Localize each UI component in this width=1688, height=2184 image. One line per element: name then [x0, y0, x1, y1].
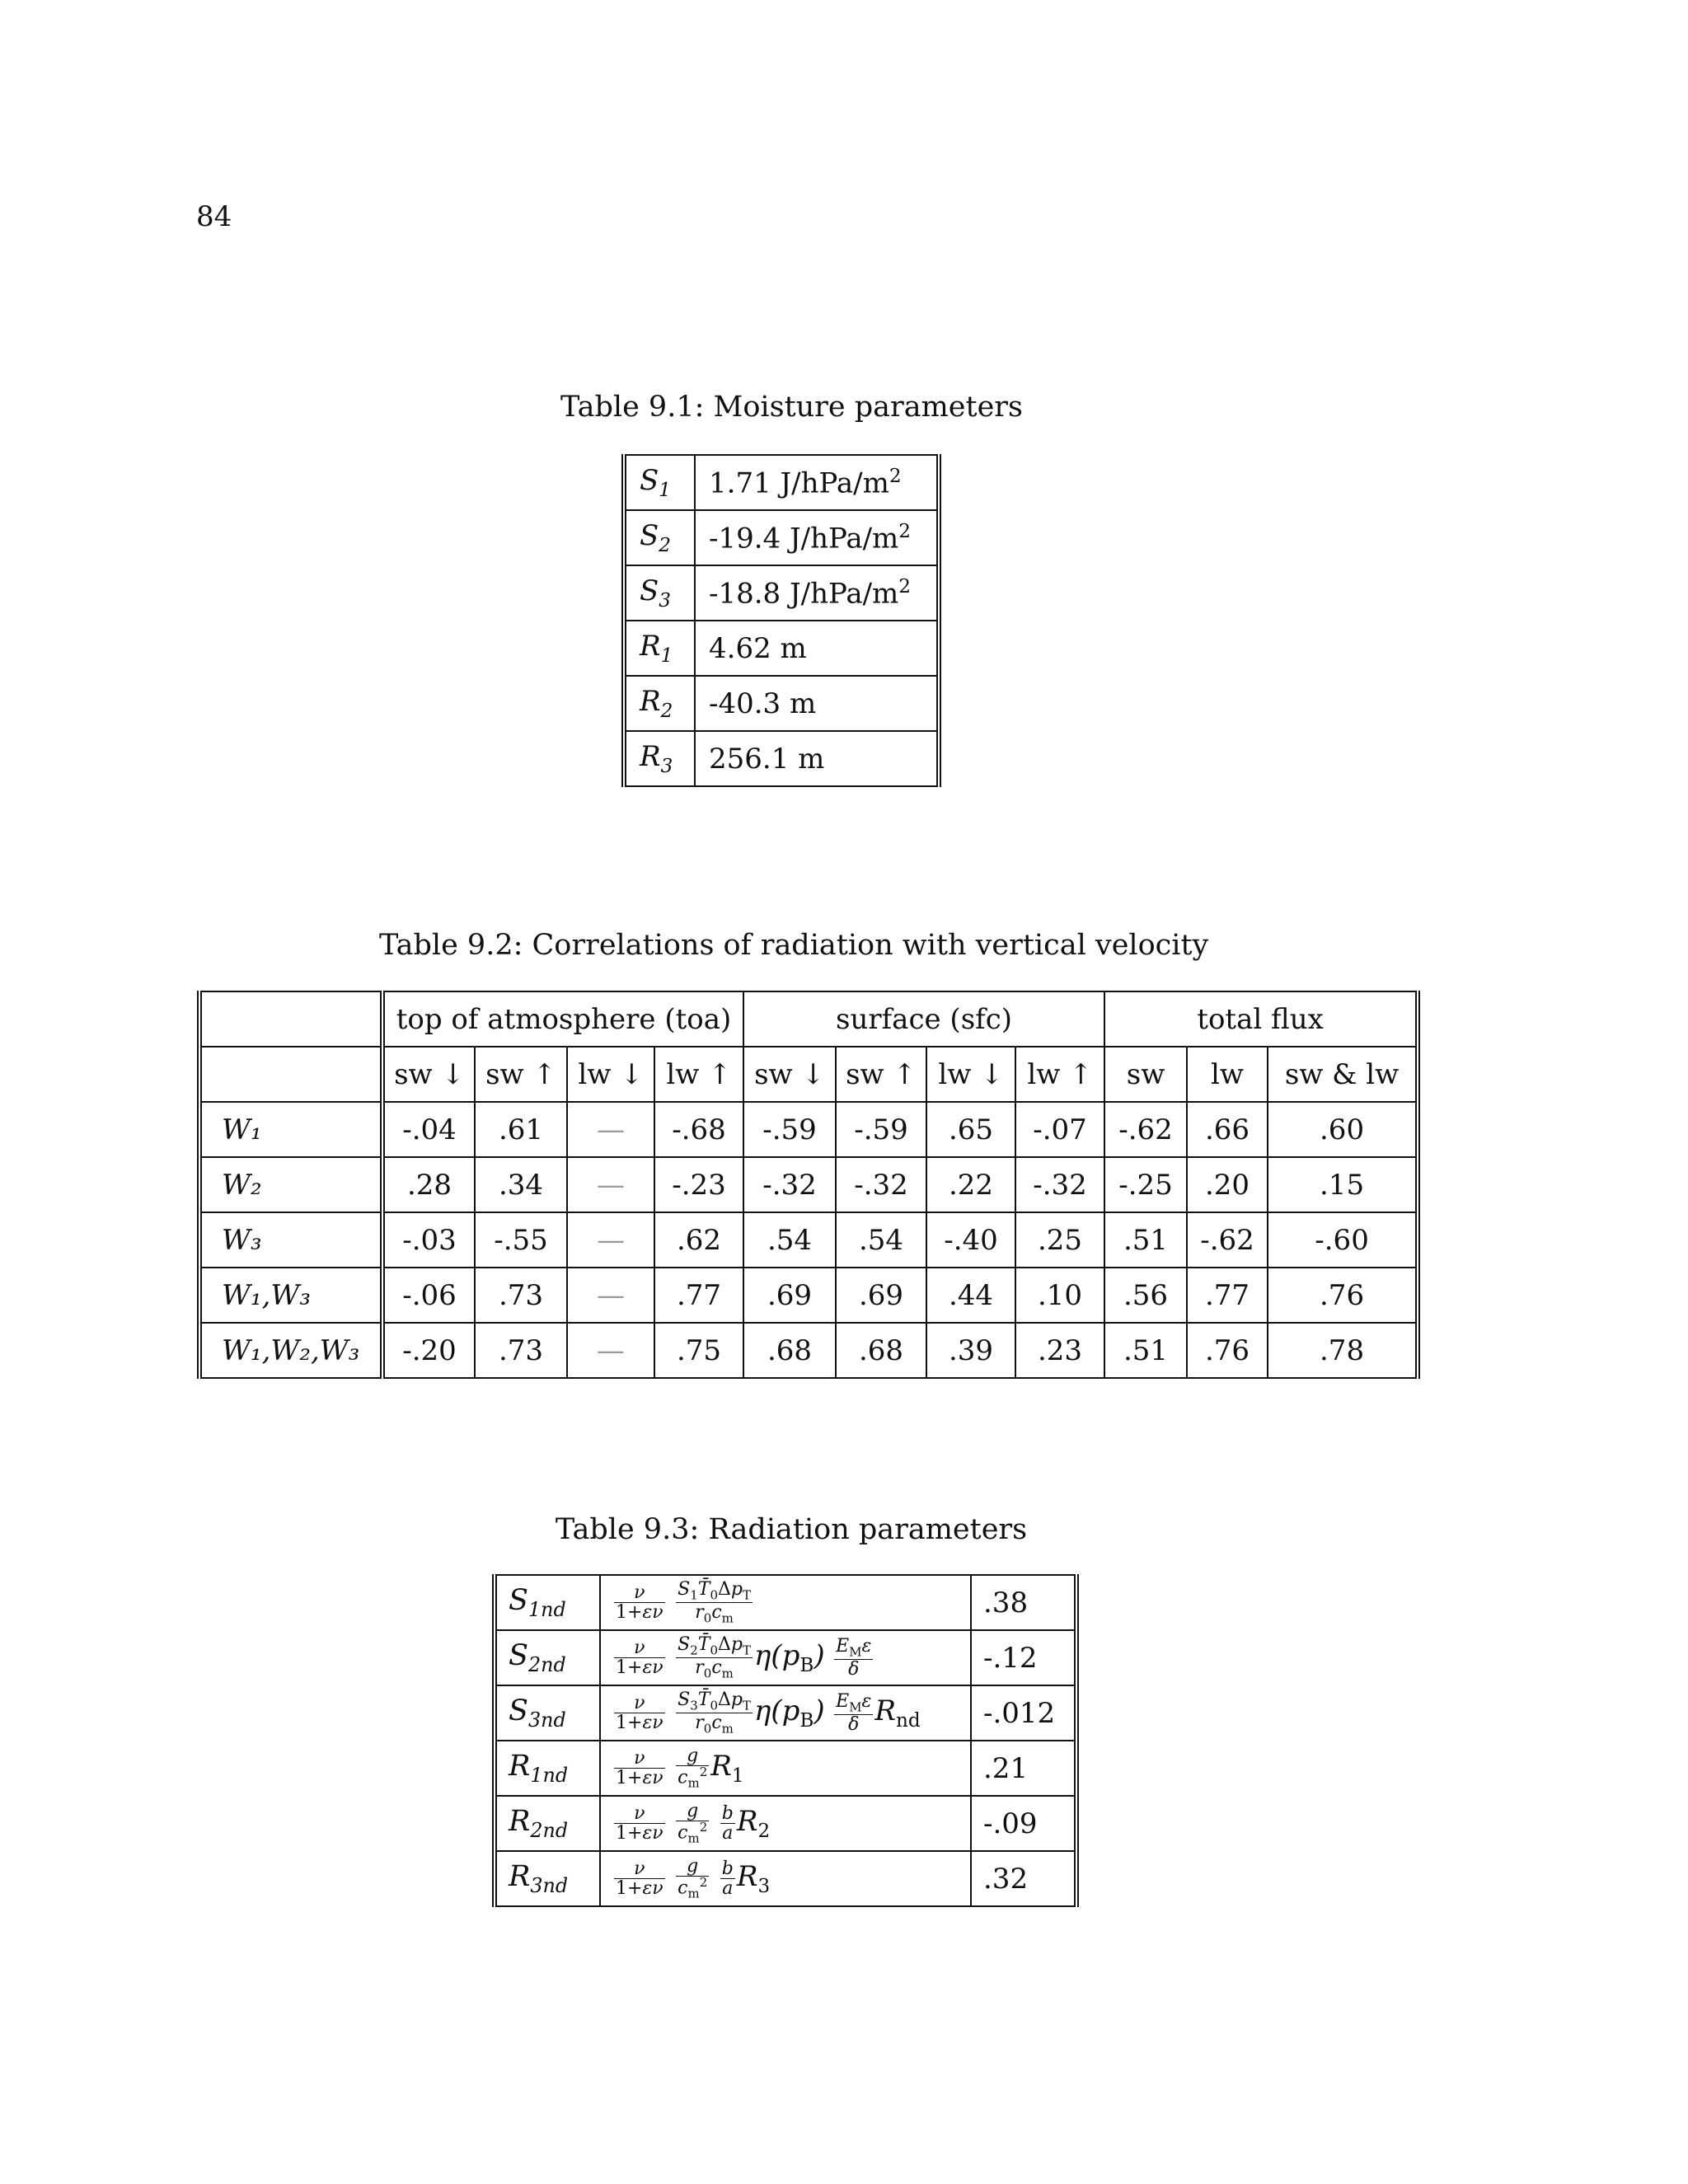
param-value: -.12	[971, 1630, 1076, 1685]
table-cell: -.07	[1015, 1102, 1104, 1157]
param-symbol: $S_{3nd}$	[495, 1685, 600, 1741]
table-cell: -.68	[654, 1102, 743, 1157]
column-header: lw	[1187, 1047, 1268, 1102]
table-row	[624, 676, 939, 731]
column-header: sw ↓	[382, 1047, 475, 1102]
page-number: 84	[196, 200, 232, 233]
table-cell: —	[567, 1102, 654, 1157]
table-cell: -.40	[926, 1212, 1015, 1268]
table-cell: .44	[926, 1268, 1015, 1323]
param-value: .38	[971, 1575, 1076, 1630]
row-label: W₁,W₃	[199, 1268, 382, 1323]
table-row	[624, 510, 939, 565]
table-cell: .60	[1268, 1102, 1418, 1157]
table-cell: -.62	[1187, 1212, 1268, 1268]
table-cell: -.59	[743, 1102, 836, 1157]
column-header: lw ↑	[1015, 1047, 1104, 1102]
table-cell: .54	[836, 1212, 926, 1268]
table-9-2-caption: Table 9.2: Correlations of radiation with vertical velocity	[379, 929, 1209, 962]
table-cell: .51	[1104, 1212, 1187, 1268]
table-cell: .76	[1268, 1268, 1418, 1323]
row-label: W₁	[199, 1102, 382, 1157]
param-value: -.012	[971, 1685, 1076, 1741]
table-cell: .69	[743, 1268, 836, 1323]
table-cell: .56	[1104, 1268, 1187, 1323]
table-cell: -.06	[382, 1268, 475, 1323]
table-row	[624, 565, 939, 621]
table-row	[199, 1268, 1418, 1323]
table-row	[199, 1102, 1418, 1157]
table-row	[624, 731, 939, 786]
param-symbol: $R_3$	[624, 731, 695, 786]
column-header: sw ↓	[743, 1047, 836, 1102]
table-row	[624, 621, 939, 676]
table-cell: .65	[926, 1102, 1015, 1157]
param-symbol: $S_2$	[624, 510, 695, 565]
table-row	[199, 1212, 1418, 1268]
param-value: -40.3 m	[695, 676, 939, 731]
table-cell: .23	[1015, 1323, 1104, 1378]
param-value: .32	[971, 1851, 1076, 1906]
table-cell: -.03	[382, 1212, 475, 1268]
table-row	[495, 1796, 1076, 1851]
table-cell: -.62	[1104, 1102, 1187, 1157]
table-cell: —	[567, 1212, 654, 1268]
table-row	[495, 1685, 1076, 1741]
param-formula: $\frac{\nu}{1+\varepsilon\nu}$ $\frac{S_2T̄_0\Delta p_T}{r_0c_m}$ $\eta(p_B)$ $\frac{E_M\varepsilon}{\delta}$	[600, 1630, 971, 1685]
column-header: sw ↑	[475, 1047, 567, 1102]
param-symbol: $R_{2nd}$	[495, 1796, 600, 1851]
table-cell: —	[567, 1157, 654, 1212]
param-value: -.09	[971, 1796, 1076, 1851]
param-value: 256.1 m	[695, 731, 939, 786]
table-cell: .54	[743, 1212, 836, 1268]
table-cell: —	[567, 1323, 654, 1378]
table-cell: .51	[1104, 1323, 1187, 1378]
table-cell: -.32	[836, 1157, 926, 1212]
column-header: lw ↓	[926, 1047, 1015, 1102]
param-symbol: $S_3$	[624, 565, 695, 621]
table-9-3-caption: Table 9.3: Radiation parameters	[555, 1513, 1028, 1546]
table-cell: .22	[926, 1157, 1015, 1212]
row-label: W₁,W₂,W₃	[199, 1323, 382, 1378]
table-row	[495, 1851, 1076, 1906]
table-cell: .62	[654, 1212, 743, 1268]
param-symbol: $R_{3nd}$	[495, 1851, 600, 1906]
row-label: W₂	[199, 1157, 382, 1212]
table-cell: .25	[1015, 1212, 1104, 1268]
column-header: sw	[1104, 1047, 1187, 1102]
table-cell: .69	[836, 1268, 926, 1323]
table-cell: .20	[1187, 1157, 1268, 1212]
group-header-total: total flux	[1104, 991, 1418, 1047]
table-row	[495, 1575, 1076, 1630]
table-cell: .73	[475, 1323, 567, 1378]
column-header: sw ↑	[836, 1047, 926, 1102]
table-cell: -.04	[382, 1102, 475, 1157]
table-cell: .77	[654, 1268, 743, 1323]
table-cell: -.32	[743, 1157, 836, 1212]
row-label: W₃	[199, 1212, 382, 1268]
table-cell: -.20	[382, 1323, 475, 1378]
group-header-toa: top of atmosphere (toa)	[382, 991, 743, 1047]
table-9-3	[492, 1574, 1079, 1907]
table-cell: .78	[1268, 1323, 1418, 1378]
param-value: 4.62 m	[695, 621, 939, 676]
param-symbol: $R_2$	[624, 676, 695, 731]
table-cell: -.32	[1015, 1157, 1104, 1212]
param-symbol: $S_{1nd}$	[495, 1575, 600, 1630]
empty-corner-cell	[199, 991, 382, 1047]
table-row	[624, 455, 939, 510]
table-cell: -.60	[1268, 1212, 1418, 1268]
param-value: .21	[971, 1741, 1076, 1796]
param-formula: $\frac{\nu}{1+\varepsilon\nu}$ $\frac{S_3T̄_0\Delta p_T}{r_0c_m}$ $\eta(p_B)$ $\frac{E_M\varepsilon}{\delta}$ $R_{nd}$	[600, 1685, 971, 1741]
param-value: -19.4 $J/hPa/m^2$	[695, 510, 939, 565]
table-cell: .68	[836, 1323, 926, 1378]
param-formula: $\frac{\nu}{1+\varepsilon\nu}$ $\frac{S_1T̄_0\Delta p_T}{r_0c_m}$	[600, 1575, 971, 1630]
table-cell: .68	[743, 1323, 836, 1378]
table-9-1	[621, 454, 941, 787]
table-cell: -.55	[475, 1212, 567, 1268]
param-formula: $\frac{\nu}{1+\varepsilon\nu}$ $\frac{g}{c_m^2}$ $\frac{b}{a}$ $R_2$	[600, 1796, 971, 1851]
column-header-row	[199, 1047, 1418, 1102]
param-symbol: $R_{1nd}$	[495, 1741, 600, 1796]
param-value: -18.8 $J/hPa/m^2$	[695, 565, 939, 621]
param-formula: $\frac{\nu}{1+\varepsilon\nu}$ $\frac{g}{c_m^2}$ $\frac{b}{a}$ $R_3$	[600, 1851, 971, 1906]
group-header-row	[199, 991, 1418, 1047]
table-cell: .39	[926, 1323, 1015, 1378]
table-row	[495, 1630, 1076, 1685]
param-value: 1.71 $J/hPa/m^2$	[695, 455, 939, 510]
empty-corner-cell	[199, 1047, 382, 1102]
table-cell: .28	[382, 1157, 475, 1212]
table-cell: .77	[1187, 1268, 1268, 1323]
table-cell: .76	[1187, 1323, 1268, 1378]
param-symbol: $S_{2nd}$	[495, 1630, 600, 1685]
table-cell: .75	[654, 1323, 743, 1378]
table-cell: .73	[475, 1268, 567, 1323]
table-9-2	[197, 991, 1420, 1379]
table-cell: .66	[1187, 1102, 1268, 1157]
column-header: lw ↓	[567, 1047, 654, 1102]
table-row	[199, 1157, 1418, 1212]
group-header-sfc: surface (sfc)	[743, 991, 1104, 1047]
column-header: lw ↑	[654, 1047, 743, 1102]
param-formula: $\frac{\nu}{1+\varepsilon\nu}$ $\frac{g}{c_m^2}$ $R_1$	[600, 1741, 971, 1796]
column-header: sw & lw	[1268, 1047, 1418, 1102]
table-cell: .61	[475, 1102, 567, 1157]
table-cell: .15	[1268, 1157, 1418, 1212]
table-row	[495, 1741, 1076, 1796]
table-cell: .34	[475, 1157, 567, 1212]
table-cell: .10	[1015, 1268, 1104, 1323]
param-symbol: $S_1$	[624, 455, 695, 510]
table-cell: -.23	[654, 1157, 743, 1212]
table-9-1-caption: Table 9.1: Moisture parameters	[560, 391, 1023, 424]
table-cell: -.25	[1104, 1157, 1187, 1212]
table-cell: -.59	[836, 1102, 926, 1157]
table-row	[199, 1323, 1418, 1378]
param-symbol: $R_1$	[624, 621, 695, 676]
table-cell: —	[567, 1268, 654, 1323]
